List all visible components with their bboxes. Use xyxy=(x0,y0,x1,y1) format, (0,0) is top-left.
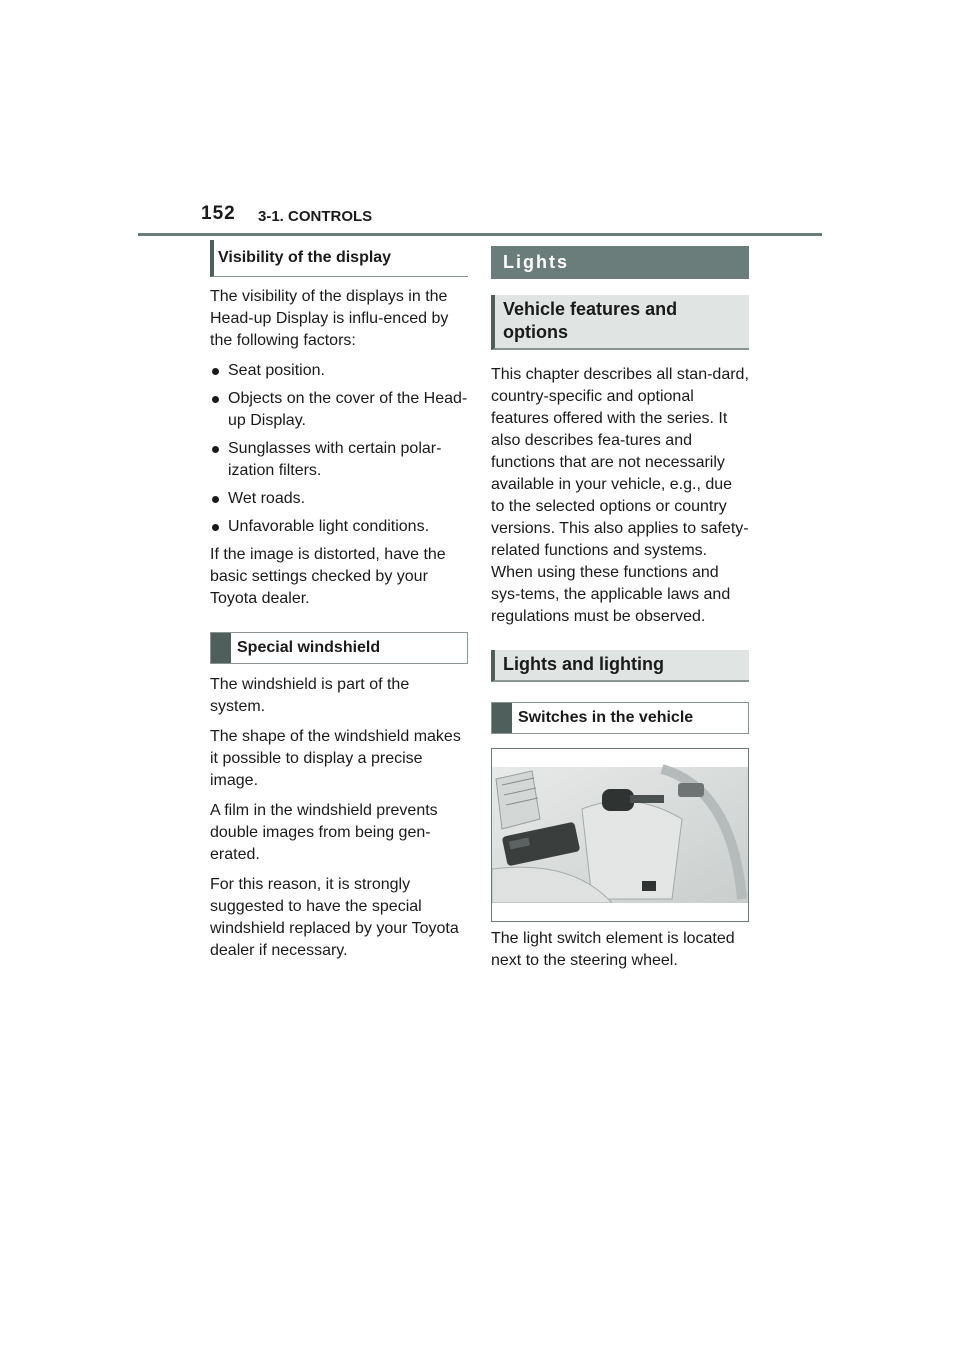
list-item: Unfavorable light conditions. xyxy=(210,516,468,538)
heading-marker xyxy=(492,703,512,733)
light-switch-figure xyxy=(491,748,749,922)
windshield-paragraph: A film in the windshield prevents double images from being gen-erated. xyxy=(210,802,438,863)
windshield-heading xyxy=(210,632,468,664)
lights-heading: Lights xyxy=(491,246,749,279)
switches-heading-label: Switches in the vehicle xyxy=(518,709,694,726)
features-heading: Vehicle features and options xyxy=(491,295,749,350)
factor-list xyxy=(210,360,468,538)
dashboard-illustration xyxy=(492,749,748,921)
windshield-paragraph: For this reason, it is strongly suggested to have the special windshield replaced by your Toyota dealer if necessary. xyxy=(210,876,459,959)
lighting-heading: Lights and lighting xyxy=(491,650,749,682)
distorted-paragraph: If the image is distorted, have the basic settings checked by your Toyota dealer. xyxy=(210,546,446,607)
list-item: Wet roads. xyxy=(210,488,468,510)
features-paragraph: This chapter describes all stan-dard, country-specific and optional features offered with the series. It also describes fea-tures and functions that are not necessarily available in your vehicle, e.g., due to the selected options or country versions. This also applies to safety-related functions and systems. When using these functions and sys-tems, the applicable laws and regulations must be observed. xyxy=(491,366,749,625)
windshield-paragraph: The shape of the windshield makes it possible to display a precise image. xyxy=(210,728,461,789)
windshield-heading-label: Special windshield xyxy=(237,639,381,656)
list-item: Sunglasses with certain polar-ization filters. xyxy=(210,438,468,482)
switch-caption: The light switch element is located next to the steering wheel. xyxy=(491,930,735,969)
visibility-intro: The visibility of the displays in the Head-up Display is influ-enced by the following factors: xyxy=(210,288,449,349)
windshield-paragraph: The windshield is part of the system. xyxy=(210,676,410,715)
left-column xyxy=(210,240,468,970)
chapter-title: 3-1. CONTROLS xyxy=(258,208,373,225)
list-item: Seat position. xyxy=(210,360,468,382)
page-number: 152 xyxy=(201,203,236,224)
switches-heading xyxy=(491,702,749,734)
right-column xyxy=(491,246,749,980)
header-rule xyxy=(138,233,822,236)
list-item: Objects on the cover of the Head-up Display. xyxy=(210,388,468,432)
visibility-heading: Visibility of the display xyxy=(210,240,468,277)
heading-marker xyxy=(211,633,231,663)
